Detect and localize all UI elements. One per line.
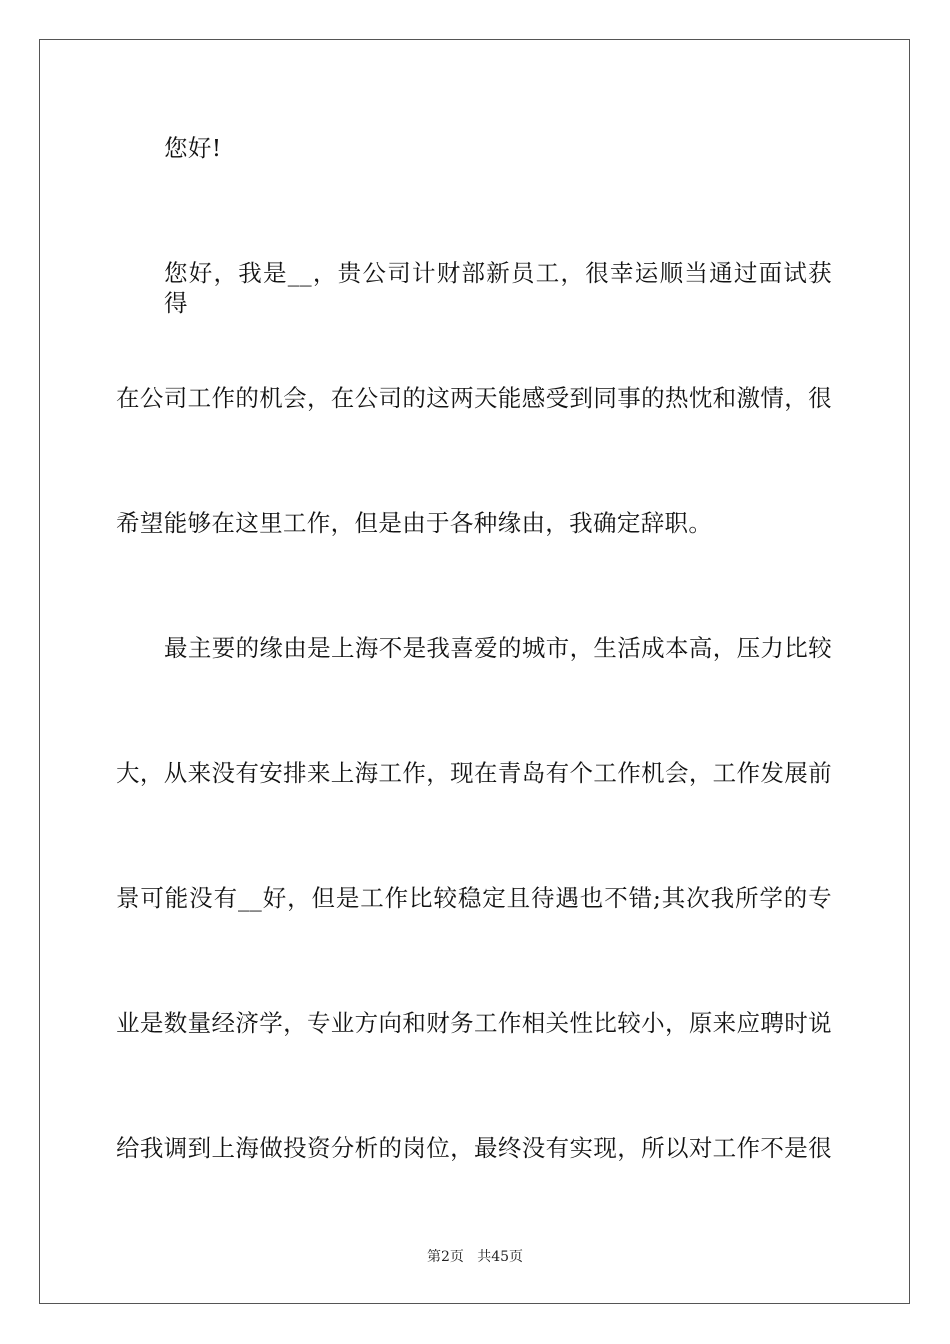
page-border	[39, 39, 910, 1304]
paragraph-2-line-5: 给我调到上海做投资分析的岗位，最终没有实现，所以对工作不是很	[116, 1134, 832, 1162]
paragraph-2-line-3: 景可能没有__好，但是工作比较稳定且待遇也不错;其次我所学的专	[116, 884, 832, 912]
paragraph-2-line-1: 最主要的缘由是上海不是我喜爱的城市，生活成本高，压力比较	[164, 634, 832, 662]
page-number-footer: 第2页 共45页	[426, 1249, 524, 1265]
paragraph-1-line-3: 希望能够在这里工作，但是由于各种缘由，我确定辞职。	[116, 509, 713, 537]
greeting: 您好!	[164, 134, 222, 162]
paragraph-2-line-2: 大，从来没有安排来上海工作，现在青岛有个工作机会，工作发展前	[116, 759, 832, 787]
paragraph-1-line-2: 在公司工作的机会，在公司的这两天能感受到同事的热忱和激情，很	[116, 384, 832, 412]
paragraph-2-line-4: 业是数量经济学，专业方向和财务工作相关性比较小，原来应聘时说	[116, 1009, 832, 1037]
paragraph-1-line-1: 您好，我是__，贵公司计财部新员工，很幸运顺当通过面试获得	[164, 259, 832, 317]
